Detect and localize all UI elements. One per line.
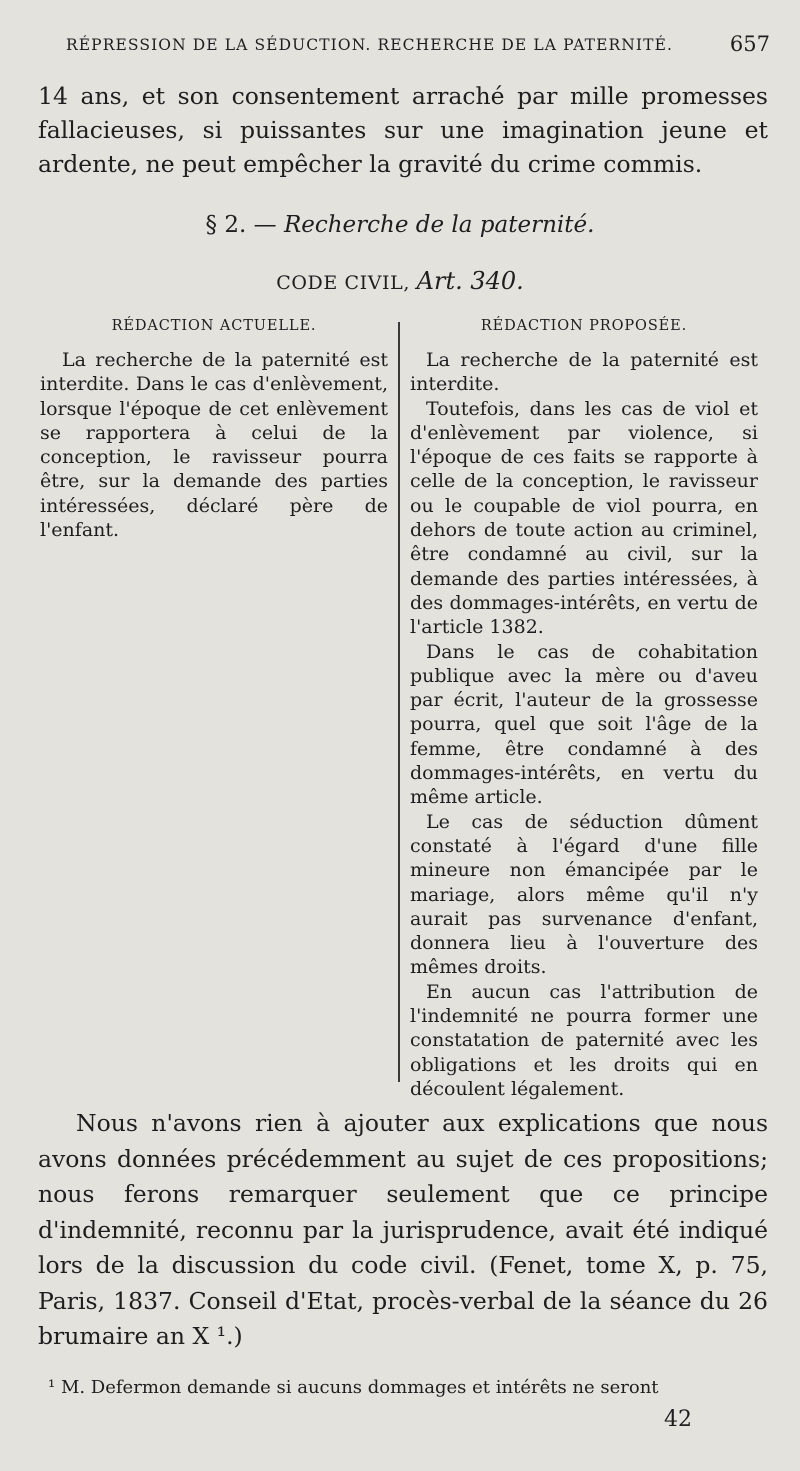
closing-paragraph-block: [38, 1106, 768, 1355]
footnote: ¹ M. Defermon demande si aucuns dommages et intérêts ne seront: [48, 1377, 659, 1398]
proposed-paragraph: En aucun cas l'attribution de l'indemnité ne pourra former une constatation de paternité avec les obligations et les droits qui en découlent légalement.: [410, 980, 758, 1100]
page-number: 657: [729, 32, 770, 56]
signature-mark: 42: [664, 1407, 692, 1432]
proposed-paragraph: Dans le cas de cohabitation publique avec la mère ou d'aveu par écrit, l'auteur de la grossesse pourra, quel que soit l'âge de la femme, être condamné à des dommages-intérêts, en vertu du même article.: [410, 640, 758, 809]
running-title: RÉPRESSION DE LA SÉDUCTION. RECHERCHE DE LA PATERNITÉ.: [66, 36, 674, 54]
article-number: Art. 340.: [416, 267, 524, 295]
proposed-paragraph: Toutefois, dans les cas de viol et d'enlèvement par violence, si l'époque de ces faits se rapporte à celle de la conception, le ravisseur ou le coupable de viol pourra, en dehors de toute action au criminel, être condamné au civil, sur la demande des parties intéressées, à des dommages-intérêts, en vertu de l'article 1382.: [410, 397, 758, 639]
section-heading: [0, 212, 800, 238]
section-number: § 2. —: [205, 212, 277, 238]
running-header: [66, 32, 770, 56]
proposed-version-column: [410, 348, 758, 1101]
proposed-paragraph: La recherche de la paternité est interdite.: [410, 349, 758, 396]
code-article-heading: [0, 267, 800, 295]
current-paragraph: La recherche de la paternité est interdite. Dans le cas d'enlèvement, lorsque l'époque de cet enlèvement se rapportera à celui de la conception, le ravisseur pourra être, sur la demande des parties intéressées, déclaré père de l'enfant.: [40, 349, 388, 542]
closing-paragraph: Nous n'avons rien à ajouter aux explications que nous avons données précédemment au sujet de ces propositions; nous ferons remarquer seulement que ce principe d'indemnité, reconnu par la jurisprudence, avait été indiqué lors de la discussion du code civil. (Fenet, tome X, p. 75, Paris, 1837. Conseil d'Etat, procès-verbal de la séance du 26 brumaire an X ¹.): [38, 1109, 768, 1350]
proposed-paragraph: Le cas de séduction dûment constaté à l'égard d'une fille mineure non émancipée par le mariage, alors même qu'il n'y aurait pas survenance d'enfant, donnera lieu à l'ouverture des mêmes droits.: [410, 810, 758, 979]
intro-paragraph-block: [38, 79, 768, 181]
intro-paragraph: 14 ans, et son consentement arraché par mille promesses fallacieuses, si puissantes sur une imagination jeune et ardente, ne peut empêcher la gravité du crime commis.: [38, 82, 768, 178]
section-title: Recherche de la paternité.: [283, 212, 595, 238]
column-divider: [398, 322, 400, 1082]
proposed-version-heading: RÉDACTION PROPOSÉE.: [480, 318, 688, 334]
current-version-column: [40, 348, 388, 542]
code-label: CODE CIVIL,: [276, 272, 410, 294]
current-version-heading: RÉDACTION ACTUELLE.: [111, 318, 317, 334]
